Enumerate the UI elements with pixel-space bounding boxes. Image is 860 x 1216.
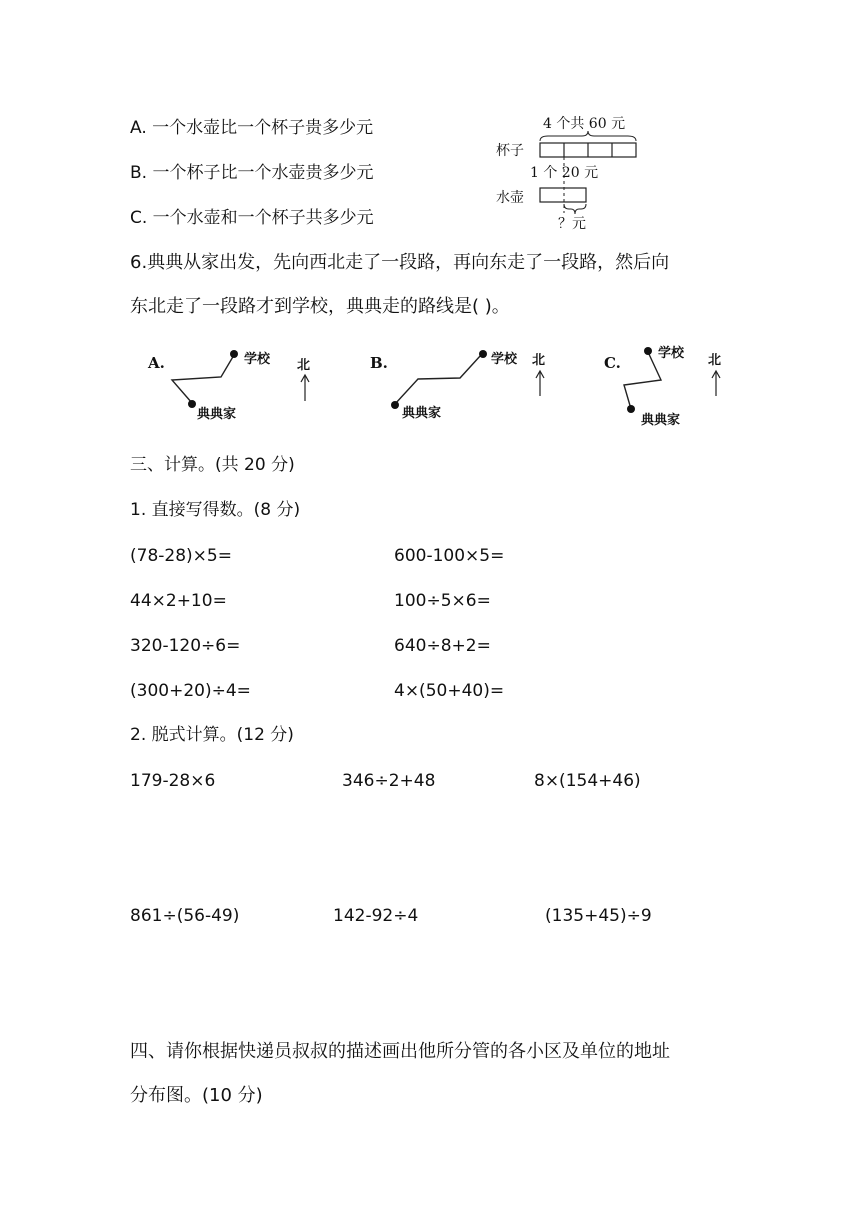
part1-title: 1. 直接写得数。(8 分) (130, 500, 301, 520)
direct-calc-2b: 100÷5×6= (394, 591, 491, 611)
section4-line1: 四、请你根据快递员叔叔的描述画出他所分管的各小区及单位的地址 (130, 1041, 670, 1062)
direct-calc-1b: 600-100×5= (394, 546, 505, 566)
diagram-kettle-label: 水壶 (496, 190, 524, 206)
option-a-north-label: 北 (297, 358, 311, 373)
option-b-school: 学校 (491, 352, 518, 367)
option-c-north-label: 北 (708, 353, 722, 368)
q5-option-b: B. 一个杯子比一个水壶贵多少元 (130, 163, 374, 183)
direct-calc-3a: 320-120÷6= (130, 636, 241, 656)
step-calc-1: 179-28×6 (130, 771, 216, 791)
direct-calc-1a: (78-28)×5= (130, 546, 232, 566)
q5-option-c: C. 一个水壶和一个杯子共多少元 (130, 208, 374, 228)
step-calc-5: 142-92÷4 (333, 906, 419, 926)
section4-line2: 分布图。(10 分) (130, 1085, 263, 1106)
q6-route-option-c (598, 340, 738, 435)
q6-text-line1: 6.典典从家出发，先向西北走了一段路，再向东走了一段路，然后向 (130, 252, 670, 273)
part2-title: 2. 脱式计算。(12 分) (130, 725, 294, 745)
option-c-letter: C. (604, 354, 621, 372)
option-a-letter: A. (148, 354, 165, 372)
cup-kettle-bar-diagram (490, 110, 650, 235)
option-c-home: 典典家 (641, 413, 681, 428)
q6-route-option-b (362, 340, 562, 430)
option-b-north-label: 北 (532, 353, 546, 368)
option-a-school: 学校 (244, 352, 271, 367)
direct-calc-2a: 44×2+10= (130, 591, 227, 611)
option-c-school: 学校 (658, 346, 685, 361)
step-calc-3: 8×(154+46) (534, 771, 641, 791)
step-calc-2: 346÷2+48 (342, 771, 436, 791)
diagram-cup-label: 杯子 (496, 143, 524, 159)
direct-calc-4a: (300+20)÷4= (130, 681, 251, 701)
diagram-bottom-label: ？元 (558, 216, 586, 232)
direct-calc-4b: 4×(50+40)= (394, 681, 505, 701)
diagram-top-label: 4 个共 60 元 (543, 116, 626, 132)
q6-route-option-a (140, 340, 320, 430)
option-b-letter: B. (370, 354, 388, 372)
option-b-home: 典典家 (402, 406, 442, 421)
step-calc-6: (135+45)÷9 (545, 906, 652, 926)
section3-title: 三、计算。(共 20 分) (130, 455, 295, 475)
q5-option-a: A. 一个水壶比一个杯子贵多少元 (130, 118, 374, 138)
direct-calc-3b: 640÷8+2= (394, 636, 491, 656)
option-a-home: 典典家 (197, 407, 237, 422)
diagram-mid-label: 1 个 20 元 (530, 165, 599, 181)
q6-text-line2: 东北走了一段路才到学校，典典走的路线是( )。 (130, 296, 510, 317)
step-calc-4: 861÷(56-49) (130, 906, 240, 926)
